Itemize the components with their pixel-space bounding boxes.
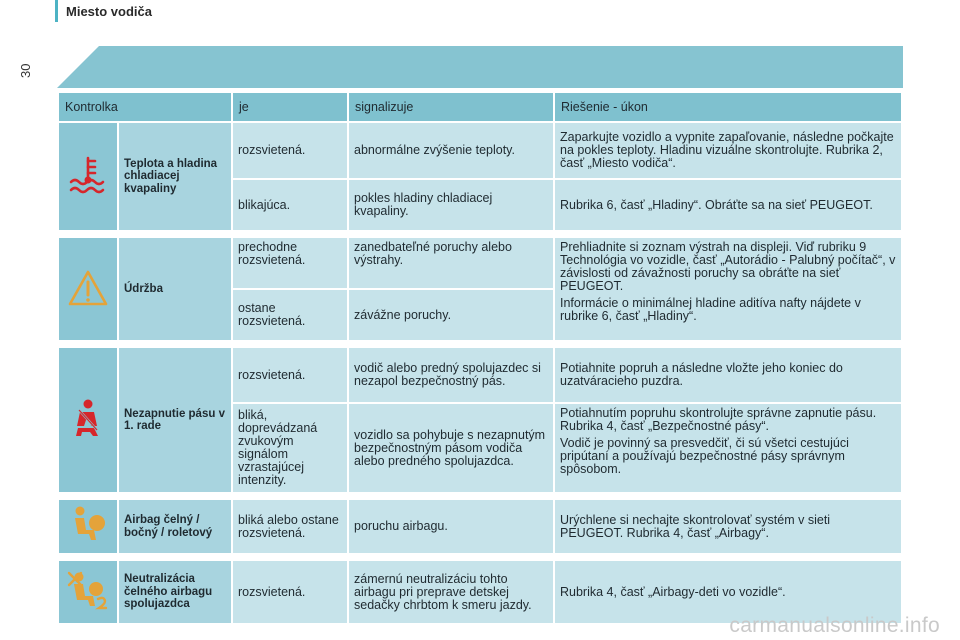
solution-text: Rubrika 4, časť „Airbagy-deti vo vozidle“. [560, 584, 786, 599]
solution-cell [555, 348, 901, 402]
solution-text: Urýchlene si nechajte skontrolovať systém v sieti PEUGEOT. Rubrika 4, časť „Airbagy“. [560, 512, 831, 540]
warning-light-name: Údržba [119, 238, 231, 340]
meaning-cell: vodič alebo predný spolujazdec si nezapol bezpečnostný pás. [349, 348, 553, 402]
solution-text: Vodič je povinný sa presvedčiť, či sú všetci cestujúci pripútaní a používajú bezpečnostné pásy správnym spôsobom. [560, 436, 849, 476]
column-header: Riešenie - úkon [555, 93, 901, 121]
column-header: signalizuje [349, 93, 553, 121]
meaning-cell: pokles hladiny chladiacej kvapaliny. [349, 180, 553, 230]
meaning-cell: vozidlo sa pohybuje s nezapnutým bezpečnostným pásom vodiča alebo predného spolujazdca. [349, 404, 553, 492]
solution-text: Potiahnite popruh a následne vložte jeho koniec do uzatváracieho puzdra. [560, 361, 843, 388]
solution-text: Prehliadnite si zoznam výstrah na displeji. Viď rubriku 9 Technológia vo vozidle, časť „Autorádio - Palubný počítač“, v závislosti od závažnosti poruchy sa obráťte na sieť PEUGEOT. [560, 240, 896, 293]
state-cell: rozsvietená. [233, 561, 347, 623]
warning-light-cell [59, 500, 117, 553]
warning-lights-table [57, 91, 903, 625]
passenger-airbag-off-icon [65, 567, 111, 615]
state-cell: ostane rozsvietená. [233, 290, 347, 340]
warning-light-cell [59, 348, 117, 492]
meaning-cell: abnormálne zvýšenie teploty. [349, 123, 553, 178]
table-row [59, 348, 901, 402]
warning-light-cell [59, 123, 117, 230]
warning-light-cell [59, 238, 117, 340]
column-header: je [233, 93, 347, 121]
row-gap [59, 494, 901, 498]
warning-light-name: Airbag čelný / bočný / roletový [119, 500, 231, 553]
page-number: 30 [18, 63, 33, 78]
section-title: Miesto vodiča [66, 4, 152, 19]
solution-text: Potiahnutím popruhu skontrolujte správne zapnutie pásu. Rubrika 4, časť „Bezpečnostné pásy“. [560, 406, 877, 433]
meaning-cell: zámernú neutralizáciu tohto airbagu pri preprave detskej sedačky chrbtom k smeru jazdy. [349, 561, 553, 623]
header-banner [57, 46, 903, 88]
meaning-cell: zanedbateľné poruchy alebo výstrahy. [349, 238, 553, 288]
solution-cell [555, 180, 901, 230]
row-gap [59, 342, 901, 346]
solution-cell [555, 238, 901, 340]
row-gap [59, 555, 901, 559]
coolant-temperature-icon [65, 152, 111, 198]
watermark: carmanualsonline.info [729, 614, 940, 637]
state-cell: blikajúca. [233, 180, 347, 230]
seatbelt-icon [66, 396, 110, 442]
solution-cell [555, 404, 901, 492]
solution-cell [555, 500, 901, 553]
state-cell: bliká, doprevádzaná zvukovým signálom vzrastajúcej intenzity. [233, 404, 347, 492]
solution-cell [555, 123, 901, 178]
meaning-cell: závážne poruchy. [349, 290, 553, 340]
state-cell: rozsvietená. [233, 348, 347, 402]
warning-light-name: Teplota a hladina chladiacej kvapaliny [119, 123, 231, 230]
solution-text: Informácie o minimálnej hladine aditíva nafty nájdete v rubrike 6, časť „Hladiny“. [560, 296, 861, 323]
table-row [59, 500, 901, 553]
column-header: Kontrolka [59, 93, 231, 121]
maintenance-warning-icon [66, 266, 110, 310]
airbag-icon [66, 503, 110, 547]
state-cell: prechodne rozsvietená. [233, 238, 347, 288]
table-row [59, 238, 901, 288]
table-header-row [59, 93, 901, 121]
warning-light-name: Nezapnutie pásu v 1. rade [119, 348, 231, 492]
warning-light-cell [59, 561, 117, 623]
state-cell: bliká alebo ostane rozsvietená. [233, 500, 347, 553]
page-rule [55, 0, 58, 22]
row-gap [59, 232, 901, 236]
state-cell: rozsvietená. [233, 123, 347, 178]
solution-text: Zaparkujte vozidlo a vypnite zapaľovanie, následne počkajte na pokles teploty. Hladinu vizuálne skontrolujte. Rubrika 2, časť „Miesto vodiča“. [560, 130, 894, 170]
meaning-cell: poruchu airbagu. [349, 500, 553, 553]
warning-light-name: Neutralizácia čelného airbagu spolujazdca [119, 561, 231, 623]
solution-text: Rubrika 6, časť „Hladiny“. Obráťte sa na sieť PEUGEOT. [560, 197, 873, 212]
table-row [59, 123, 901, 178]
